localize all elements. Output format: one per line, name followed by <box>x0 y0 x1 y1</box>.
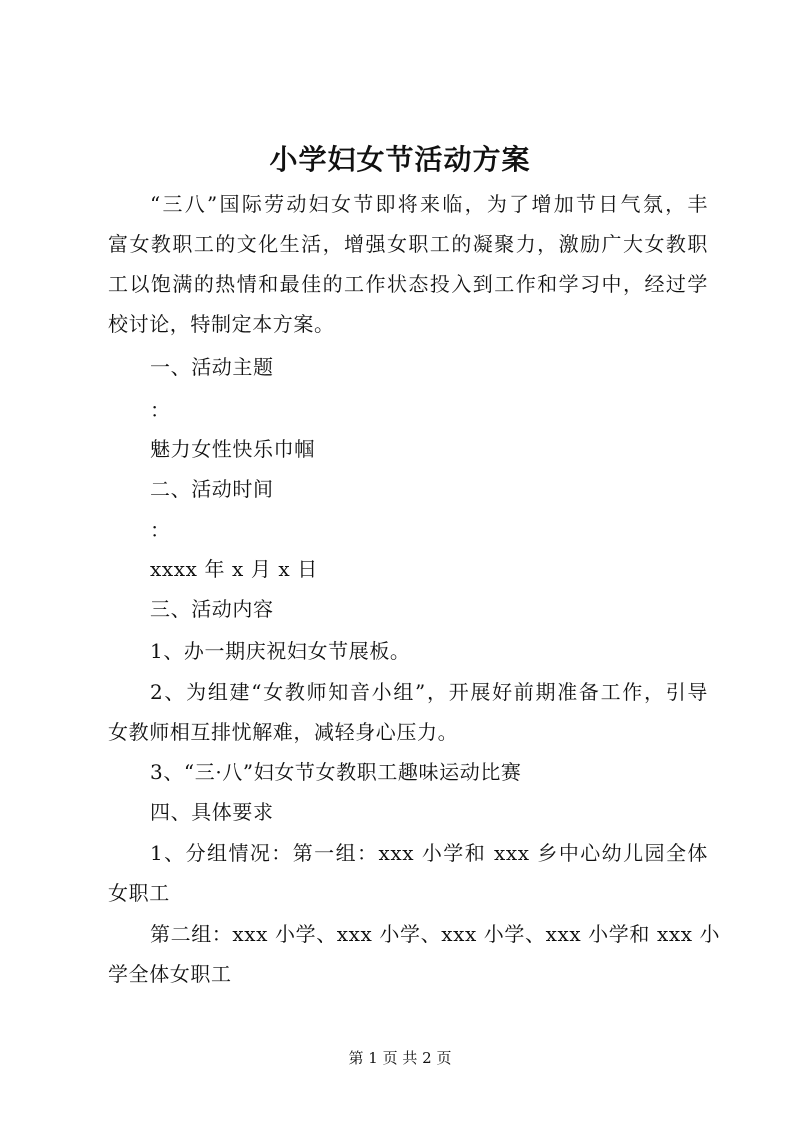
section-heading-content: 三、活动内容 <box>150 597 274 621</box>
content-item-1: 1、办一期庆祝妇女节展板。 <box>150 639 411 663</box>
section-heading-theme: 一、活动主题 <box>150 355 274 379</box>
section-heading-requirements: 四、具体要求 <box>150 800 274 824</box>
section-heading-time: 二、活动时间 <box>150 477 274 501</box>
paragraph-intro-line-4: 校讨论，特制定本方案。 <box>108 312 335 336</box>
requirement-item-1-line-1: 1、分组情况：第一组：xxx 小学和 xxx 乡中心幼儿园全体 <box>150 841 708 865</box>
theme-text: 魅力女性快乐巾帼 <box>150 437 315 461</box>
paragraph-intro-line-2: 富女教职工的文化生活，增强女职工的凝聚力，激励广大女教职 <box>108 232 708 256</box>
paragraph-intro-line-1: “三八”国际劳动妇女节即将来临，为了增加节日气氛，丰 <box>150 192 708 216</box>
content-item-2-line-2: 女教师相互排忧解难，减轻身心压力。 <box>108 720 459 744</box>
colon-line: ： <box>150 398 171 422</box>
group-two-line-2: 学全体女职工 <box>108 962 232 986</box>
date-text: xxxx 年 x 月 x 日 <box>150 557 318 581</box>
page-number-footer: 第 1 页 共 2 页 <box>348 1049 452 1067</box>
content-item-2-line-1: 2、为组建“女教师知音小组”，开展好前期准备工作，引导 <box>150 680 708 704</box>
colon-line: ： <box>150 518 171 542</box>
requirement-item-1-line-2: 女职工 <box>108 881 170 905</box>
paragraph-intro-line-3: 工以饱满的热情和最佳的工作状态投入到工作和学习中，经过学 <box>108 272 708 296</box>
content-item-3: 3、“三·八”妇女节女教职工趣味运动比赛 <box>150 760 522 784</box>
document-title: 小学妇女节活动方案 <box>269 143 531 176</box>
group-two-line-1: 第二组：xxx 小学、xxx 小学、xxx 小学、xxx 小学和 xxx 小 <box>150 922 721 946</box>
